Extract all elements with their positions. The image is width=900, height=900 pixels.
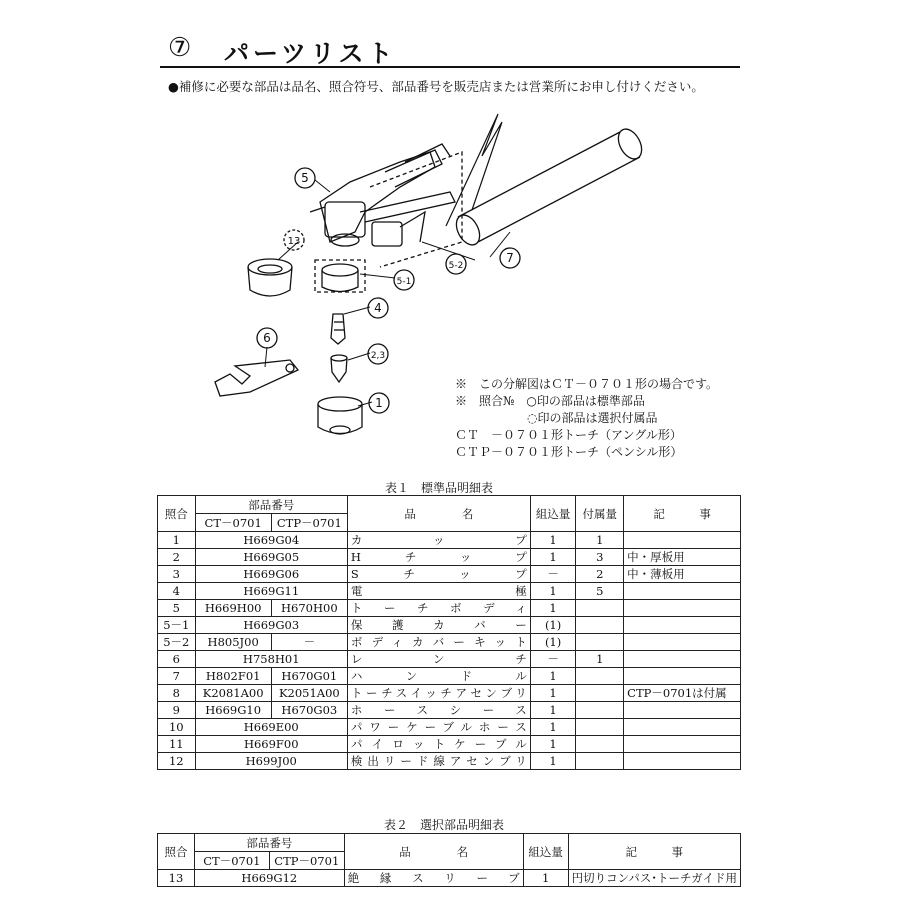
row-acc [576, 702, 624, 719]
col-no: 照合 [158, 496, 196, 532]
section-title: パーツリスト [224, 39, 397, 68]
table-row [158, 634, 741, 651]
row-partno-ctp: K2051A00 [271, 685, 347, 702]
row-qty: 1 [530, 685, 576, 702]
row-no: 6 [158, 651, 196, 668]
row-acc [576, 685, 624, 702]
row-remark [624, 736, 741, 753]
table-row [158, 549, 741, 566]
row-remark: 中・厚板用 [624, 549, 741, 566]
col-ct: CT－0701 [195, 514, 271, 532]
standard-parts-table [157, 495, 741, 770]
row-name: Hチップ [347, 549, 530, 566]
table-row [158, 532, 741, 549]
col-partno: 部品番号 [195, 496, 347, 514]
col-name: 品 名 [347, 496, 530, 532]
row-name: 電極 [347, 583, 530, 600]
row-remark: CTP－0701は付属 [624, 685, 741, 702]
row-acc: 1 [576, 651, 624, 668]
table-row [158, 753, 741, 770]
col-name: 品 名 [344, 834, 523, 870]
remark-line: ＣＴ －０７０１形トーチ（アングル形） [455, 428, 682, 442]
row-remark [624, 668, 741, 685]
remark-line: ＣＴＰ－０７０１形トーチ（ペンシル形） [455, 445, 683, 459]
row-name: ハンドル [347, 668, 530, 685]
col-partno: 部品番号 [194, 834, 344, 852]
row-remark: 円切りコンパス･トーチガイド用 [568, 870, 740, 887]
row-partno: H669G06 [195, 566, 347, 583]
row-acc: 5 [576, 583, 624, 600]
row-no: 8 [158, 685, 196, 702]
row-acc [576, 668, 624, 685]
row-remark [624, 583, 741, 600]
protective-cover [315, 260, 365, 292]
row-acc: 1 [576, 532, 624, 549]
table-row [158, 702, 741, 719]
diagram-remarks [455, 376, 718, 461]
row-acc [576, 600, 624, 617]
row-partno: H669G12 [194, 870, 344, 887]
row-partno: H758H01 [195, 651, 347, 668]
row-qty: 1 [530, 549, 576, 566]
callout-1: 1 [375, 396, 383, 410]
callout-13: 13 [287, 236, 301, 247]
row-no: 7 [158, 668, 196, 685]
row-no: 4 [158, 583, 196, 600]
row-name: パワーケーブルホース [347, 719, 530, 736]
row-partno: H669G11 [195, 583, 347, 600]
row-remark [624, 651, 741, 668]
row-acc [576, 634, 624, 651]
wrench [215, 360, 298, 396]
row-partno-ct: H669H00 [195, 600, 271, 617]
row-name: パイロットケーブル [347, 736, 530, 753]
row-partno-ctp: H670G03 [271, 702, 347, 719]
row-acc: 2 [576, 566, 624, 583]
table-row [158, 685, 741, 702]
callout-5: 5 [301, 171, 309, 185]
remark-line: ※ この分解図はＣＴ－０７０１形の場合です。 [455, 377, 719, 391]
row-qty: 1 [530, 719, 576, 736]
instruction-note: ●補修に必要な部品は品名、照合符号、部品番号を販売店または営業所にお申し付けください。 [168, 79, 704, 94]
table2-caption: 表２ 選択部品明細表 [384, 818, 505, 832]
row-partno: H669G05 [195, 549, 347, 566]
row-name: レンチ [347, 651, 530, 668]
row-acc: 3 [576, 549, 624, 566]
row-remark: 中・薄板用 [624, 566, 741, 583]
col-ctp: CTP－0701 [271, 514, 347, 532]
section-heading [160, 32, 740, 68]
row-remark [624, 753, 741, 770]
col-no: 照合 [158, 834, 195, 870]
row-name: ホースシース [347, 702, 530, 719]
row-remark [624, 532, 741, 549]
callout-5-1: 5-1 [396, 277, 412, 287]
row-no: 1 [158, 532, 196, 549]
row-partno: H669E00 [195, 719, 347, 736]
row-acc [576, 617, 624, 634]
row-qty: － [530, 566, 576, 583]
handle-tube [446, 114, 646, 249]
row-name: 検出リード線アセンブリ [347, 753, 530, 770]
row-no: 9 [158, 702, 196, 719]
row-acc [576, 736, 624, 753]
row-name: トーチボディ [347, 600, 530, 617]
row-no: 2 [158, 549, 196, 566]
callout-2-3: 2,3 [370, 351, 386, 361]
row-name: トーチスイッチアセンブリ [347, 685, 530, 702]
callout-4: 4 [374, 301, 382, 315]
col-ct: CT－0701 [194, 852, 269, 870]
row-acc [576, 719, 624, 736]
row-partno-ct: H802F01 [195, 668, 271, 685]
row-remark [624, 702, 741, 719]
row-partno: H669G04 [195, 532, 347, 549]
col-qty: 組込量 [530, 496, 576, 532]
row-no: 5－2 [158, 634, 196, 651]
row-partno-ct: K2081A00 [195, 685, 271, 702]
remark-line: ※ 照合№ ○印の部品は標準部品 [455, 394, 645, 408]
table-row [158, 583, 741, 600]
row-name: 絶縁スリーブ [344, 870, 523, 887]
row-no: 5－1 [158, 617, 196, 634]
section-number: ⑦ [168, 33, 192, 63]
row-no: 12 [158, 753, 196, 770]
electrode [331, 314, 345, 344]
col-acc: 付属量 [576, 496, 624, 532]
row-partno: H669G03 [195, 617, 347, 634]
row-acc [576, 753, 624, 770]
row-name: ボディカバーキット [347, 634, 530, 651]
row-partno-ct: H669G10 [195, 702, 271, 719]
table-row [158, 617, 741, 634]
row-qty: － [530, 651, 576, 668]
row-no: 5 [158, 600, 196, 617]
table-row [158, 600, 741, 617]
row-qty: 1 [530, 583, 576, 600]
callout-7: 7 [506, 251, 514, 265]
tip [331, 355, 347, 382]
row-qty: 1 [523, 870, 568, 887]
table-row [158, 668, 741, 685]
insulation-sleeve [248, 259, 292, 296]
table1-caption: 表１ 標準品明細表 [385, 481, 494, 495]
row-remark [624, 634, 741, 651]
row-partno-ctp: － [271, 634, 347, 651]
row-qty: 1 [530, 600, 576, 617]
table-row [158, 719, 741, 736]
row-qty: 1 [530, 668, 576, 685]
callout-6: 6 [263, 331, 271, 345]
table-row [158, 870, 741, 887]
row-qty: (1) [530, 617, 576, 634]
table-row [158, 566, 741, 583]
row-remark [624, 600, 741, 617]
row-name: カップ [347, 532, 530, 549]
row-partno: H699J00 [195, 753, 347, 770]
col-remark: 記 事 [568, 834, 740, 870]
col-qty: 組込量 [523, 834, 568, 870]
row-partno-ct: H805J00 [195, 634, 271, 651]
row-no: 11 [158, 736, 196, 753]
row-qty: 1 [530, 736, 576, 753]
row-name: Sチップ [347, 566, 530, 583]
row-qty: 1 [530, 753, 576, 770]
callout-5-2: 5-2 [448, 261, 464, 271]
optional-parts-table [157, 833, 741, 887]
row-qty: (1) [530, 634, 576, 651]
row-partno-ctp: H670G01 [271, 668, 347, 685]
row-partno: H669F00 [195, 736, 347, 753]
col-remark: 記 事 [624, 496, 741, 532]
row-qty: 1 [530, 532, 576, 549]
table-row [158, 736, 741, 753]
torch-body [310, 144, 462, 267]
row-no: 3 [158, 566, 196, 583]
row-remark [624, 617, 741, 634]
row-remark [624, 719, 741, 736]
col-ctp: CTP－0701 [269, 852, 344, 870]
row-name: 保護カバー [347, 617, 530, 634]
remark-line: ◌印の部品は選択付属品 [455, 411, 658, 425]
row-no: 10 [158, 719, 196, 736]
table-row [158, 651, 741, 668]
cup [318, 397, 362, 434]
row-no: 13 [158, 870, 195, 887]
row-partno-ctp: H670H00 [271, 600, 347, 617]
row-qty: 1 [530, 702, 576, 719]
